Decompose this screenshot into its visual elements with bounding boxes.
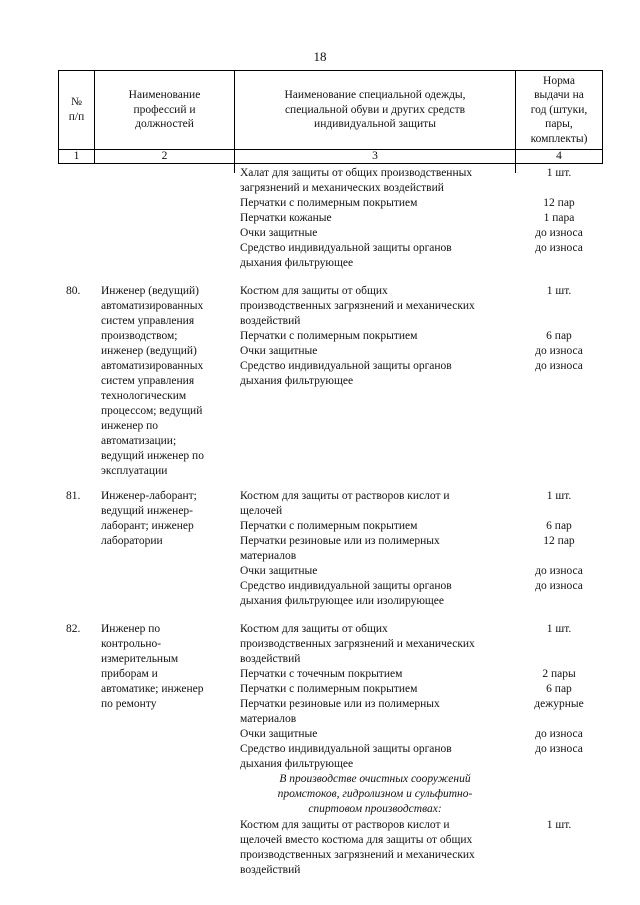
norm-value: до износа	[535, 242, 583, 254]
section-note: промстоков, гидролизном и сульфитно-	[277, 788, 473, 800]
equipment-item: Перчатки с полимерным покрытием	[240, 197, 418, 209]
norm-value: до износа	[535, 728, 583, 740]
header-col-equipment: Наименование специальной одежды, специальной обуви и других средств индивидуальной защиты	[234, 70, 516, 150]
norm-value: 1 шт.	[546, 623, 572, 635]
equipment-item: материалов	[240, 550, 297, 562]
profession-name: автоматизированных	[101, 360, 204, 372]
profession-name: ведущий инженер по	[101, 450, 204, 462]
profession-name: Инженер-лаборант;	[101, 490, 197, 502]
equipment-item: Костюм для защиты от растворов кислот и	[240, 490, 450, 502]
header-col-profession: Наименование профессий и должностей	[94, 70, 235, 150]
equipment-item: воздействий	[240, 653, 301, 665]
column-number-3: 3	[234, 149, 516, 164]
profession-name: инженер (ведущий)	[101, 345, 197, 357]
equipment-item: Перчатки с точечным покрытием	[240, 668, 403, 680]
profession-name: измерительным	[101, 653, 179, 665]
profession-name: приборам и	[101, 668, 158, 680]
row-number: 80.	[66, 285, 81, 297]
equipment-item: материалов	[240, 713, 297, 725]
norm-value: 1 шт.	[546, 490, 572, 502]
equipment-item: дыхания фильтрующее или изолирующее	[240, 595, 444, 607]
section-note: спиртовом производствах:	[308, 803, 442, 815]
equipment-item: дыхания фильтрующее	[240, 257, 354, 269]
equipment-item: Средство индивидуальной защиты органов	[240, 242, 452, 254]
profession-name: Инженер по	[101, 623, 161, 635]
norm-value: до износа	[535, 580, 583, 592]
profession-name: контрольно-	[101, 638, 162, 650]
page-number: 18	[313, 49, 327, 64]
equipment-item: Костюм для защиты от растворов кислот и	[240, 819, 450, 831]
header-col-norm: Норма выдачи на год (штуки, пары, комплекты)	[515, 70, 603, 150]
profession-name: лаборатории	[101, 535, 163, 547]
equipment-item: Средство индивидуальной защиты органов	[240, 580, 452, 592]
equipment-item: Перчатки с полимерным покрытием	[240, 520, 418, 532]
equipment-item: Очки защитные	[240, 565, 318, 577]
equipment-item: Очки защитные	[240, 227, 318, 239]
column-number-2: 2	[94, 149, 235, 164]
norm-value: до износа	[535, 227, 583, 239]
norm-value: 1 пара	[543, 212, 575, 224]
column-number-1: 1	[58, 149, 95, 164]
equipment-item: производственных загрязнений и механических	[240, 638, 475, 650]
norm-value: 6 пар	[546, 520, 572, 532]
profession-name: инженер по	[101, 420, 158, 432]
norm-value: 12 пар	[543, 197, 575, 209]
equipment-item: Перчатки с полимерным покрытием	[240, 683, 418, 695]
equipment-item: воздействий	[240, 315, 301, 327]
equipment-item: Средство индивидуальной защиты органов	[240, 360, 452, 372]
row-number: 82.	[66, 623, 81, 635]
profession-name: процессом; ведущий	[101, 405, 203, 417]
norm-value: до износа	[535, 565, 583, 577]
equipment-item: Халат для защиты от общих производственных	[240, 167, 473, 179]
equipment-item: Костюм для защиты от общих	[240, 285, 388, 297]
header-col-number: № п/п	[58, 70, 95, 150]
row-number: 81.	[66, 490, 81, 502]
profession-name: автоматизации;	[101, 435, 177, 447]
column-number-4: 4	[515, 149, 603, 164]
norm-value: 6 пар	[546, 683, 572, 695]
profession-name: автоматике; инженер	[101, 683, 204, 695]
profession-name: технологическим	[101, 390, 187, 402]
profession-name: производством;	[101, 330, 178, 342]
equipment-item: производственных загрязнений и механических	[240, 300, 475, 312]
norm-value: до износа	[535, 743, 583, 755]
section-note: В производстве очистных сооружений	[279, 773, 471, 785]
equipment-item: Средство индивидуальной защиты органов	[240, 743, 452, 755]
profession-name: систем управления	[101, 375, 195, 387]
norm-value: 1 шт.	[546, 819, 572, 831]
equipment-item: дыхания фильтрующее	[240, 758, 354, 770]
norm-value: дежурные	[534, 698, 584, 710]
equipment-item: загрязнений и механических воздействий	[240, 182, 444, 194]
equipment-item: Очки защитные	[240, 728, 318, 740]
profession-name: автоматизированных	[101, 300, 204, 312]
equipment-item: щелочей	[240, 505, 283, 517]
profession-name: по ремонту	[101, 698, 157, 710]
equipment-item: производственных загрязнений и механических	[240, 849, 475, 861]
equipment-item: щелочей вместо костюма для защиты от общих	[240, 834, 473, 846]
profession-name: систем управления	[101, 315, 195, 327]
norm-value: до износа	[535, 345, 583, 357]
equipment-item: Очки защитные	[240, 345, 318, 357]
norm-value: до износа	[535, 360, 583, 372]
profession-name: эксплуатации	[101, 465, 168, 477]
profession-name: лаборант; инженер	[101, 520, 194, 532]
norm-value: 2 пары	[542, 668, 576, 680]
equipment-item: Перчатки с полимерным покрытием	[240, 330, 418, 342]
norm-value: 1 шт.	[546, 285, 572, 297]
equipment-item: воздействий	[240, 864, 301, 876]
equipment-item: дыхания фильтрующее	[240, 375, 354, 387]
norm-value: 6 пар	[546, 330, 572, 342]
equipment-item: Костюм для защиты от общих	[240, 623, 388, 635]
equipment-item: Перчатки кожаные	[240, 212, 332, 224]
column-divider	[234, 164, 235, 173]
equipment-item: Перчатки резиновые или из полимерных	[240, 698, 440, 710]
norm-value: 1 шт.	[546, 167, 572, 179]
profession-name: ведущий инженер-	[101, 505, 193, 517]
profession-name: Инженер (ведущий)	[101, 285, 199, 297]
norm-value: 12 пар	[543, 535, 575, 547]
equipment-item: Перчатки резиновые или из полимерных	[240, 535, 440, 547]
